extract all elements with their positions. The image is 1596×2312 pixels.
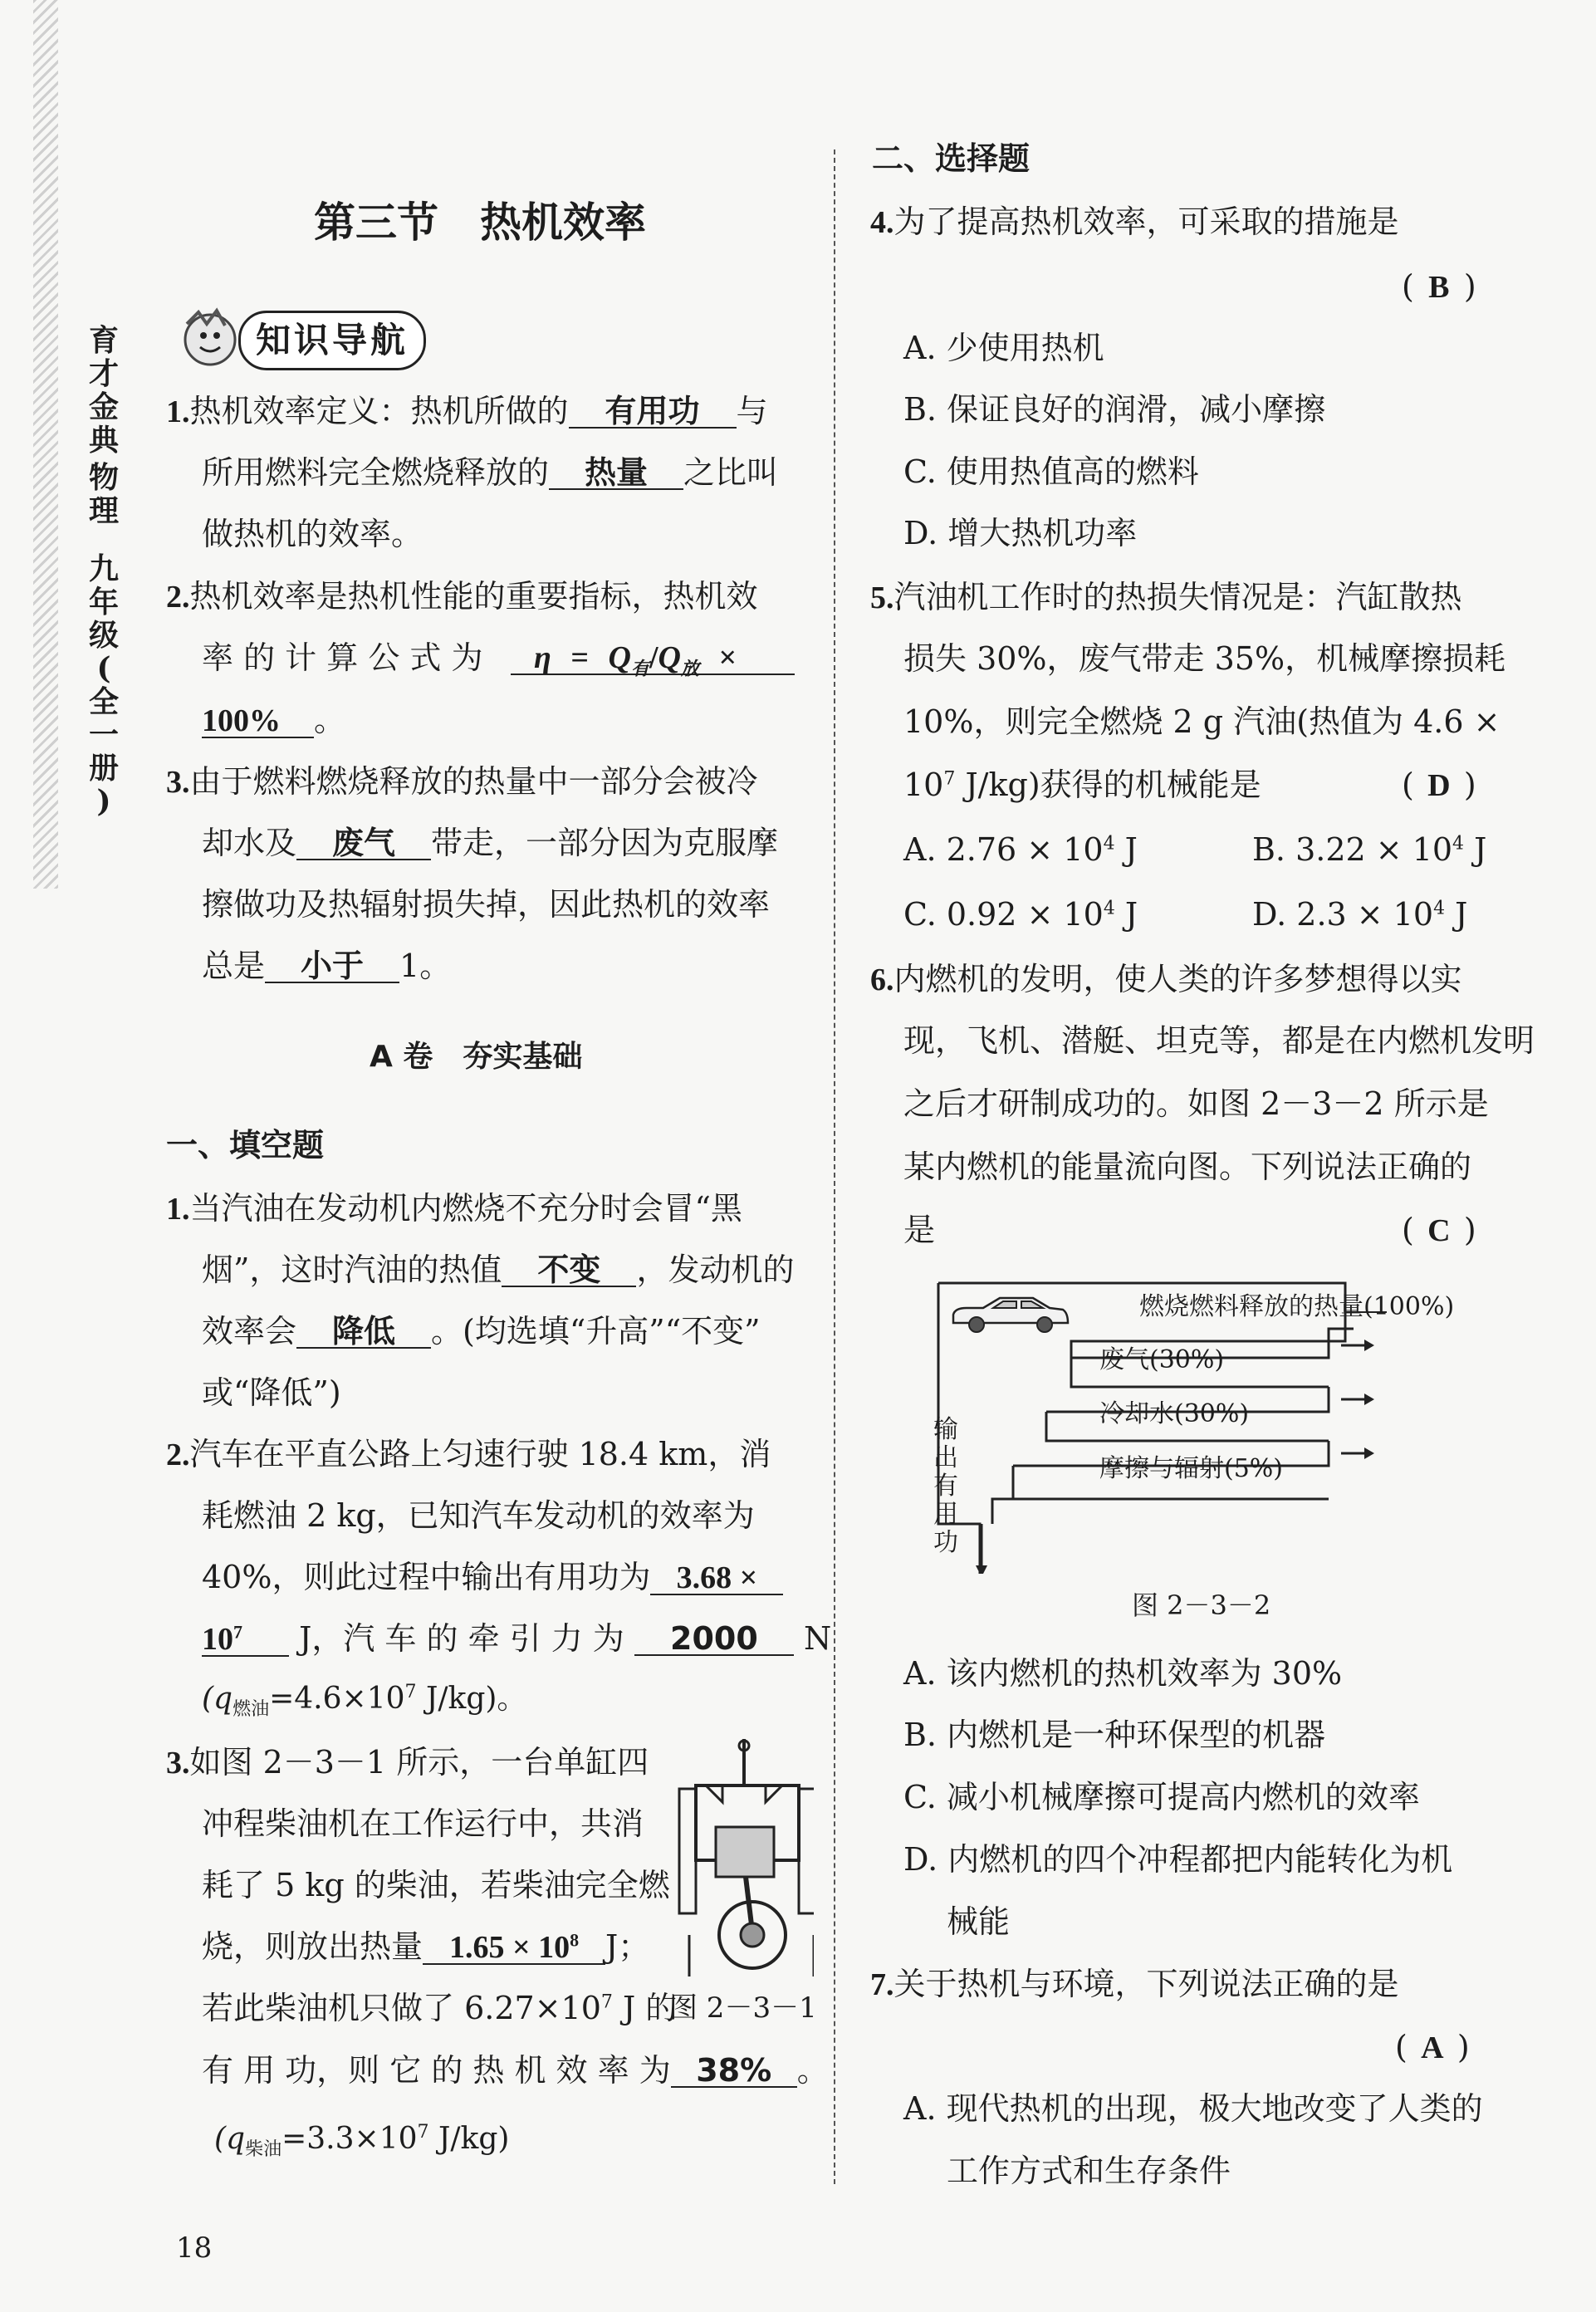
energy-flow-diagram (922, 1275, 1503, 1574)
choice-heading: 二、选择题 (872, 140, 1031, 177)
question-line: 烟”，这时汽油的热值 不变 ，发动机的 (202, 1252, 795, 1288)
option: B. 内燃机是一种环保型的机器 (903, 1717, 1326, 1753)
label-useful-output: 输出有用功 (933, 1415, 958, 1557)
question-line: 效率会 降低 。(均选填“升高”“不变” (202, 1313, 761, 1349)
spine-grade: 九 年 级 ( 全 一 册 ) (88, 551, 119, 819)
figure-caption: 图 2－3－1 (669, 1991, 817, 2025)
answer-blank: 小于 (265, 950, 399, 983)
guide-item: 2.热机效率是热机性能的重要指标，热机效 (166, 578, 758, 615)
guide-line: 100% 。 (202, 702, 346, 738)
option-continuation: 械能 (947, 1903, 1011, 1940)
option: A. 现代热机的出现，极大地改变了人类的 (903, 2090, 1483, 2127)
column-divider (834, 149, 835, 2184)
question-line: 耗燃油 2 kg，已知汽车发动机的效率为 (202, 1497, 755, 1534)
efficiency-formula: $\eta = Q_有/Q_放$ × (511, 642, 795, 675)
answer-blank: 废气 (296, 827, 431, 860)
label-waste-gas: 废气(30%) (1099, 1345, 1225, 1374)
arrow-cooling-icon (1341, 1391, 1374, 1408)
question-line: 现，飞机、潜艇、坦克等，都是在内燃机发明 (903, 1022, 1535, 1059)
answer-bracket: ( D ) (1402, 767, 1476, 803)
fill-heading: 一、填空题 (166, 1127, 325, 1163)
answer-bracket: ( C ) (1402, 1212, 1476, 1248)
option: B. $3.22 \times 10^4$ J (1252, 831, 1487, 868)
guide-line: 率 的 计 算 公 式 为 $\eta = Q_有/Q_放$ × (202, 642, 482, 674)
question-line: ($q_{燃油}=4.6\times 10^7$ J/kg)。 (202, 1682, 527, 1721)
question-line: 耗了 5 kg 的柴油，若柴油完全燃 (202, 1867, 670, 1903)
question-line: 10%，则完全燃烧 2 g 汽油(热值为 4.6 × (903, 703, 1501, 740)
guide-line: 却水及 废气 带走，一部分因为克服摩 (202, 825, 779, 861)
question-1: 1.当汽油在发动机内燃烧不充分时会冒“黑 (166, 1190, 742, 1227)
question-line: ($q_{柴油}=3.3\times 10^7$ J/kg) (214, 2122, 510, 2161)
question-line: 烧，则放出热量 $1.65 \times 10^8$ J； (202, 1928, 650, 1965)
option: C. 使用热值高的燃料 (903, 453, 1199, 490)
question-line: $10^7$ J/kg)获得的机械能是 (903, 767, 1261, 803)
spine-pattern (33, 0, 58, 889)
question-line: $10^7$ J，汽 车 的 牵 引 力 为 2000 N (202, 1620, 832, 1657)
option: C. $0.92 \times 10^4$ J (903, 896, 1138, 933)
arrow-waste-gas-icon (1341, 1337, 1374, 1354)
car-icon (947, 1293, 1071, 1335)
arrow-friction-icon (1341, 1445, 1374, 1462)
answer-blank: 降低 (296, 1315, 431, 1349)
label-friction: 摩擦与辐射(5%) (1099, 1454, 1284, 1483)
spine-book-title: 育 才 金 典 (88, 323, 119, 458)
guide-item: 1.热机效率定义：热机所做的 有用功 与 (166, 393, 768, 429)
guide-item: 3.由于燃料燃烧释放的热量中一部分会被冷 (166, 763, 758, 800)
question-line: 之后才研制成功的。如图 2－3－2 所示是 (903, 1085, 1489, 1122)
answer-blank: 热量 (549, 457, 683, 490)
guide-line: 做热机的效率。 (202, 516, 423, 552)
question-line: 或“降低”) (202, 1374, 341, 1411)
knowledge-nav-badge (170, 306, 428, 374)
question-4: 4.为了提高热机效率，可采取的措施是 (870, 203, 1399, 240)
option: B. 保证良好的润滑，减小摩擦 (903, 391, 1326, 428)
option: D. 增大热机功率 (903, 515, 1138, 551)
question-line: 损失 30%，废气带走 35%，机械摩擦损耗 (903, 640, 1506, 677)
question-7: 7.关于热机与环境，下列说法正确的是 (870, 1966, 1399, 2002)
label-total-heat: 燃烧燃料释放的热量(100%) (1139, 1292, 1455, 1321)
page-number: 18 (176, 2231, 213, 2265)
guide-line: 总是 小于 1。 (202, 948, 452, 984)
answer-bracket: ( A ) (1395, 2029, 1470, 2065)
option: D. 内燃机的四个冲程都把内能转化为机 (903, 1841, 1453, 1878)
question-line: 若此柴油机只做了 $6.27\times 10^7$ J 的 (202, 1990, 678, 2026)
label-cooling-water: 冷却水(30%) (1099, 1399, 1250, 1428)
question-line: 冲程柴油机在工作运行中，共消 (202, 1805, 644, 1842)
spine-subject: 物 理 (88, 460, 119, 528)
option: A. $2.76 \times 10^4$ J (903, 831, 1138, 868)
option: A. 该内燃机的热机效率为 30% (903, 1655, 1343, 1692)
page-title: 第三节 热机效率 (314, 198, 646, 247)
answer-blank: 不变 (502, 1254, 636, 1287)
question-5: 5.汽油机工作时的热损失情况是：汽缸散热 (870, 579, 1462, 615)
section-heading: A 卷 夯实基础 (370, 1040, 583, 1074)
nav-title: 知识导航 (238, 311, 426, 370)
question-line: 40%，则此过程中输出有用功为 3.68 × (202, 1561, 783, 1595)
answer-blank: 3.68 × (650, 1562, 783, 1595)
question-2: 2.汽车在平直公路上匀速行驶 18.4 km，消 (166, 1436, 771, 1472)
guide-line: 所用燃料完全燃烧释放的 热量 之比叫 (202, 454, 779, 491)
answer-bracket: ( B ) (1402, 268, 1476, 305)
figure-caption: 图 2－3－2 (1132, 1590, 1271, 1621)
option: D. $2.3 \times 10^4$ J (1252, 896, 1468, 933)
answer-blank: 38% (671, 2055, 797, 2088)
option-continuation: 工作方式和生存条件 (947, 2153, 1231, 2189)
option: A. 少使用热机 (903, 330, 1104, 366)
answer-blank: 有用功 (569, 395, 737, 429)
question-6: 6.内燃机的发明，使人类的许多梦想得以实 (870, 961, 1462, 997)
question-line: 有 用 功，则 它 的 热 机 效 率 为 38% 。 (202, 2052, 829, 2089)
question-3: 3.如图 2－3－1 所示，一台单缸四 (166, 1744, 649, 1781)
question-line: 某内燃机的能量流向图。下列说法正确的 (903, 1149, 1472, 1185)
option: C. 减小机械摩擦可提高内燃机的效率 (903, 1779, 1420, 1815)
answer-blank: 2000 (634, 1623, 794, 1656)
guide-line: 擦做功及热辐射损失掉，因此热机的效率 (202, 886, 771, 923)
diesel-engine-figure (673, 1736, 814, 1985)
question-line: 是 (903, 1212, 936, 1248)
